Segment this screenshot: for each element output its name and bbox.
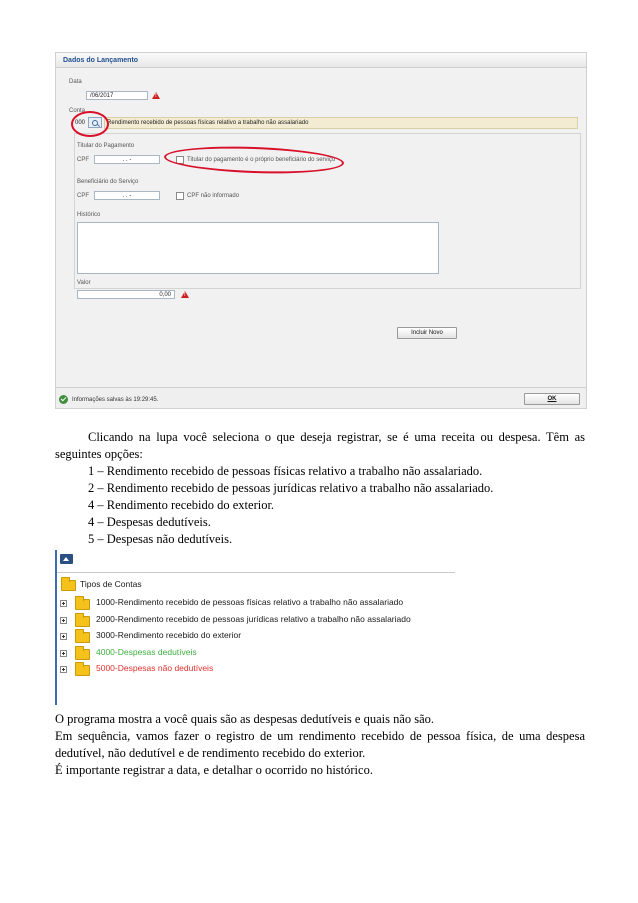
folder-icon bbox=[75, 649, 90, 660]
tree-item-label[interactable]: 4000-Despesas dedutíveis bbox=[96, 646, 197, 657]
status-text: Informações salvas às 19:29:45. bbox=[72, 397, 159, 403]
lancamento-form-screenshot bbox=[55, 52, 587, 409]
paragraph-sequencia: Em sequência, vamos fazer o registro de um rendimento recebido de pessoa física, de uma despesa bbox=[55, 729, 585, 743]
paragraph-intro: Clicando na lupa você seleciona o que deseja registrar, se é uma receita ou despesa. Têm as bbox=[88, 430, 585, 444]
titular-checkbox-label: Titular do pagamento é o próprio beneficiário do serviço bbox=[187, 157, 336, 163]
beneficiario-cpf-label: CPF bbox=[77, 193, 89, 199]
incluir-novo-button[interactable]: Incluir Novo bbox=[397, 327, 457, 339]
expand-icon[interactable] bbox=[60, 600, 67, 607]
option-2: 2 – Rendimento recebido de pessoas jurídicas relativo a trabalho não assalariado. bbox=[88, 481, 494, 495]
expand-icon[interactable] bbox=[60, 666, 67, 673]
beneficiario-cpf-input[interactable]: . . - bbox=[94, 191, 160, 200]
titular-label: Titular do Pagamento bbox=[77, 143, 135, 149]
paragraph-intro-cont: seguintes opções: bbox=[55, 447, 143, 461]
expand-icon[interactable] bbox=[60, 617, 67, 624]
warning-icon: ! bbox=[152, 92, 160, 99]
tree-item-label[interactable]: 1000-Rendimento recebido de pessoas físicas relativo a trabalho não assalariado bbox=[96, 597, 404, 607]
ok-button[interactable]: OK bbox=[524, 393, 580, 405]
panel-title: Dados do Lançamento bbox=[63, 57, 139, 64]
option-1: 1 – Rendimento recebido de pessoas físicas relativo a trabalho não assalariado. bbox=[88, 464, 483, 478]
conta-label: Conta bbox=[69, 108, 86, 114]
beneficiario-label: Beneficiário do Serviço bbox=[77, 179, 139, 185]
check-icon bbox=[59, 395, 68, 404]
folder-icon bbox=[75, 665, 90, 676]
divider bbox=[57, 572, 455, 573]
titular-cpf-label: CPF bbox=[77, 157, 89, 163]
paragraph-importante: É importante registrar a data, e detalhar o ocorrido no histórico. bbox=[55, 763, 373, 777]
historico-textarea[interactable] bbox=[77, 222, 439, 274]
valor-input[interactable]: 0,00 bbox=[77, 290, 175, 299]
option-5: 5 – Despesas não dedutíveis. bbox=[88, 532, 233, 546]
expand-icon[interactable] bbox=[60, 633, 67, 640]
tipos-contas-tree-screenshot bbox=[55, 550, 455, 705]
historico-label: Histórico bbox=[77, 212, 101, 218]
status-bar bbox=[56, 387, 586, 409]
conta-value[interactable]: Rendimento recebido de pessoas físicas relativo a trabalho não assalariado bbox=[104, 117, 578, 129]
tree-item-label[interactable]: 5000-Despesas não dedutíveis bbox=[96, 663, 214, 673]
folder-icon bbox=[75, 599, 90, 610]
app-icon bbox=[60, 554, 73, 564]
folder-icon bbox=[61, 580, 76, 591]
tree-item-label[interactable]: 2000-Rendimento recebido de pessoas jurídicas relativo a trabalho não assalariado bbox=[96, 613, 411, 624]
titular-cpf-input[interactable]: . . - bbox=[94, 155, 160, 164]
data-field[interactable]: /06/2017 bbox=[86, 91, 148, 100]
cpf-nao-informado-checkbox[interactable] bbox=[176, 192, 184, 200]
highlight-circle-lupa bbox=[71, 111, 109, 137]
paragraph-sequencia-cont: dedutível, não dedutível e de rendimento recebido do exterior. bbox=[55, 746, 366, 760]
data-label: Data bbox=[69, 79, 82, 85]
folder-icon bbox=[75, 616, 90, 627]
cpf-nao-informado-label: CPF não informado bbox=[187, 193, 240, 199]
folder-icon bbox=[75, 632, 90, 643]
option-4: 4 – Despesas dedutíveis. bbox=[88, 515, 211, 529]
tree-root-label[interactable]: Tipos de Contas bbox=[80, 579, 142, 589]
tree-left-border bbox=[55, 550, 57, 705]
paragraph-despesas: O programa mostra a você quais são as despesas dedutíveis e quais não são. bbox=[55, 712, 435, 726]
tree-item-label[interactable]: 3000-Rendimento recebido do exterior bbox=[96, 630, 242, 640]
expand-icon[interactable] bbox=[60, 650, 67, 657]
valor-label: Valor bbox=[77, 280, 91, 286]
conta-code: 000 bbox=[75, 120, 86, 126]
panel-header bbox=[56, 53, 586, 68]
option-3: 4 – Rendimento recebido do exterior. bbox=[88, 498, 275, 512]
warning-icon: ! bbox=[181, 291, 189, 298]
